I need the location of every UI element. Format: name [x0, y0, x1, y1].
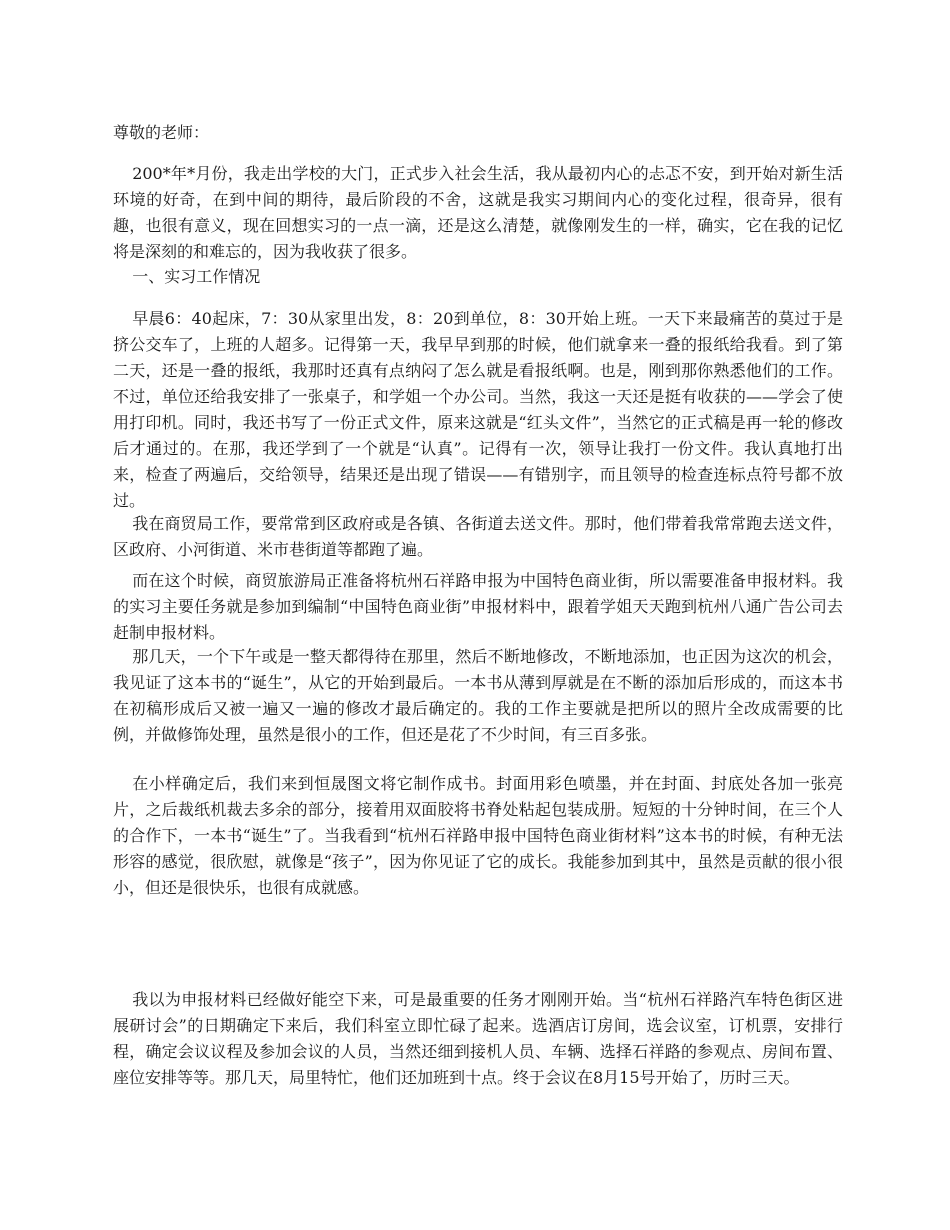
- paragraph-daily-routine: 早晨6：40起床，7：30从家里出发，8：20到单位，8：30开始上班。一天下来最痛苦的莫过于是挤公交车了，上班的人超多。记得第一天，我早早到那的时候，他们就拿来一叠的报纸给我看。到了第二天，还是一叠的报纸，我那时还真有点纳闷了怎么就是看报纸啊。也是，刚到那你熟悉他们的工作。不过，单位还给我安排了一张桌子，和学姐一个办公司。当然，我这一天还是挺有收获的——学会了使用打印机。同时，我还书写了一份正式文件，原来这就是“红头文件”，当然它的正式稿是再一轮的修改后才通过的。在那，我还学到了一个就是“认真”。记得有一次，领导让我打一份文件。我认真地打出来，检查了两遍后，交给领导，结果还是出现了错误——有错别字，而且领导的检查连标点符号都不放过。: [113, 309, 843, 510]
- paragraph-sending-documents: 我在商贸局工作，要常常到区政府或是各镇、各街道去送文件。那时，他们带着我常常跑去送文件，区政府、小河街道、米市巷街道等都跑了遍。: [113, 514, 843, 559]
- paragraph-book-editing: 那几天，一个下午或是一整天都得待在那里，然后不断地修改，不断地添加，也正因为这次的机会，我见证了这本书的“诞生”，从它的开始到最后。一本书从薄到厚就是在不断的添加后形成的，而这本书在初稿形成后又被一遍又一遍的修改才最后确定的。我的工作主要就是把所以的照片全改成需要的比例，并做修饰处理，虽然是很小的工作，但还是花了不少时间，有三百多张。: [113, 647, 843, 744]
- salutation: 尊敬的老师：: [113, 123, 210, 142]
- paragraph-book-production: 在小样确定后，我们来到恒晟图文将它制作成书。封面用彩色喷墨，并在封面、封底处各加一张亮片，之后裁纸机裁去多余的部分，接着用双面胶将书脊处粘起包装成册。短短的十分钟时间，在三个人的合作下，一本书“诞生”了。当我看到“杭州石祥路申报中国特色商业街材料”这本书的时候，有种无法形容的感觉，很欣慰，就像是“孩子”，因为你见证了它的成长。我能参加到其中，虽然是贡献的很小很小，但还是很快乐，也很有成就感。: [113, 774, 843, 897]
- paragraph-conference-preparation: 我以为申报材料已经做好能空下来，可是最重要的任务才刚刚开始。当“杭州石祥路汽车特色街区进展研讨会”的日期确定下来后，我们科室立即忙碌了起来。选酒店订房间，选会议室，订机票，安排行程，确定会议议程及参加会议的人员，当然还细到接机人员、车辆、选择石祥路的参观点、房间布置、座位安排等等。那几天，局里特忙，他们还加班到十点。终于会议在8月15号开始了，历时三天。: [113, 990, 843, 1087]
- paragraph-intro: 200*年*月份，我走出学校的大门，正式步入社会生活，我从最初内心的忐忑不安，到开始对新生活环境的好奇，在到中间的期待，最后阶段的不舍，这就是我实习期间内心的变化过程，很奇异，很有趣，也很有意义，现在回想实习的一点一滴，还是这么清楚，就像刚发生的一样，确实，它在我的记忆将是深刻的和难忘的，因为我收获了很多。: [113, 164, 843, 261]
- section-heading: 一、实习工作情况: [132, 267, 261, 286]
- paragraph-application-materials: 而在这个时候，商贸旅游局正准备将杭州石祥路申报为中国特色商业街，所以需要准备申报材料。我的实习主要任务就是参加到编制“中国特色商业街”申报材料中，跟着学姐天天跑到杭州八通广告公司去赶制申报材料。: [113, 571, 843, 642]
